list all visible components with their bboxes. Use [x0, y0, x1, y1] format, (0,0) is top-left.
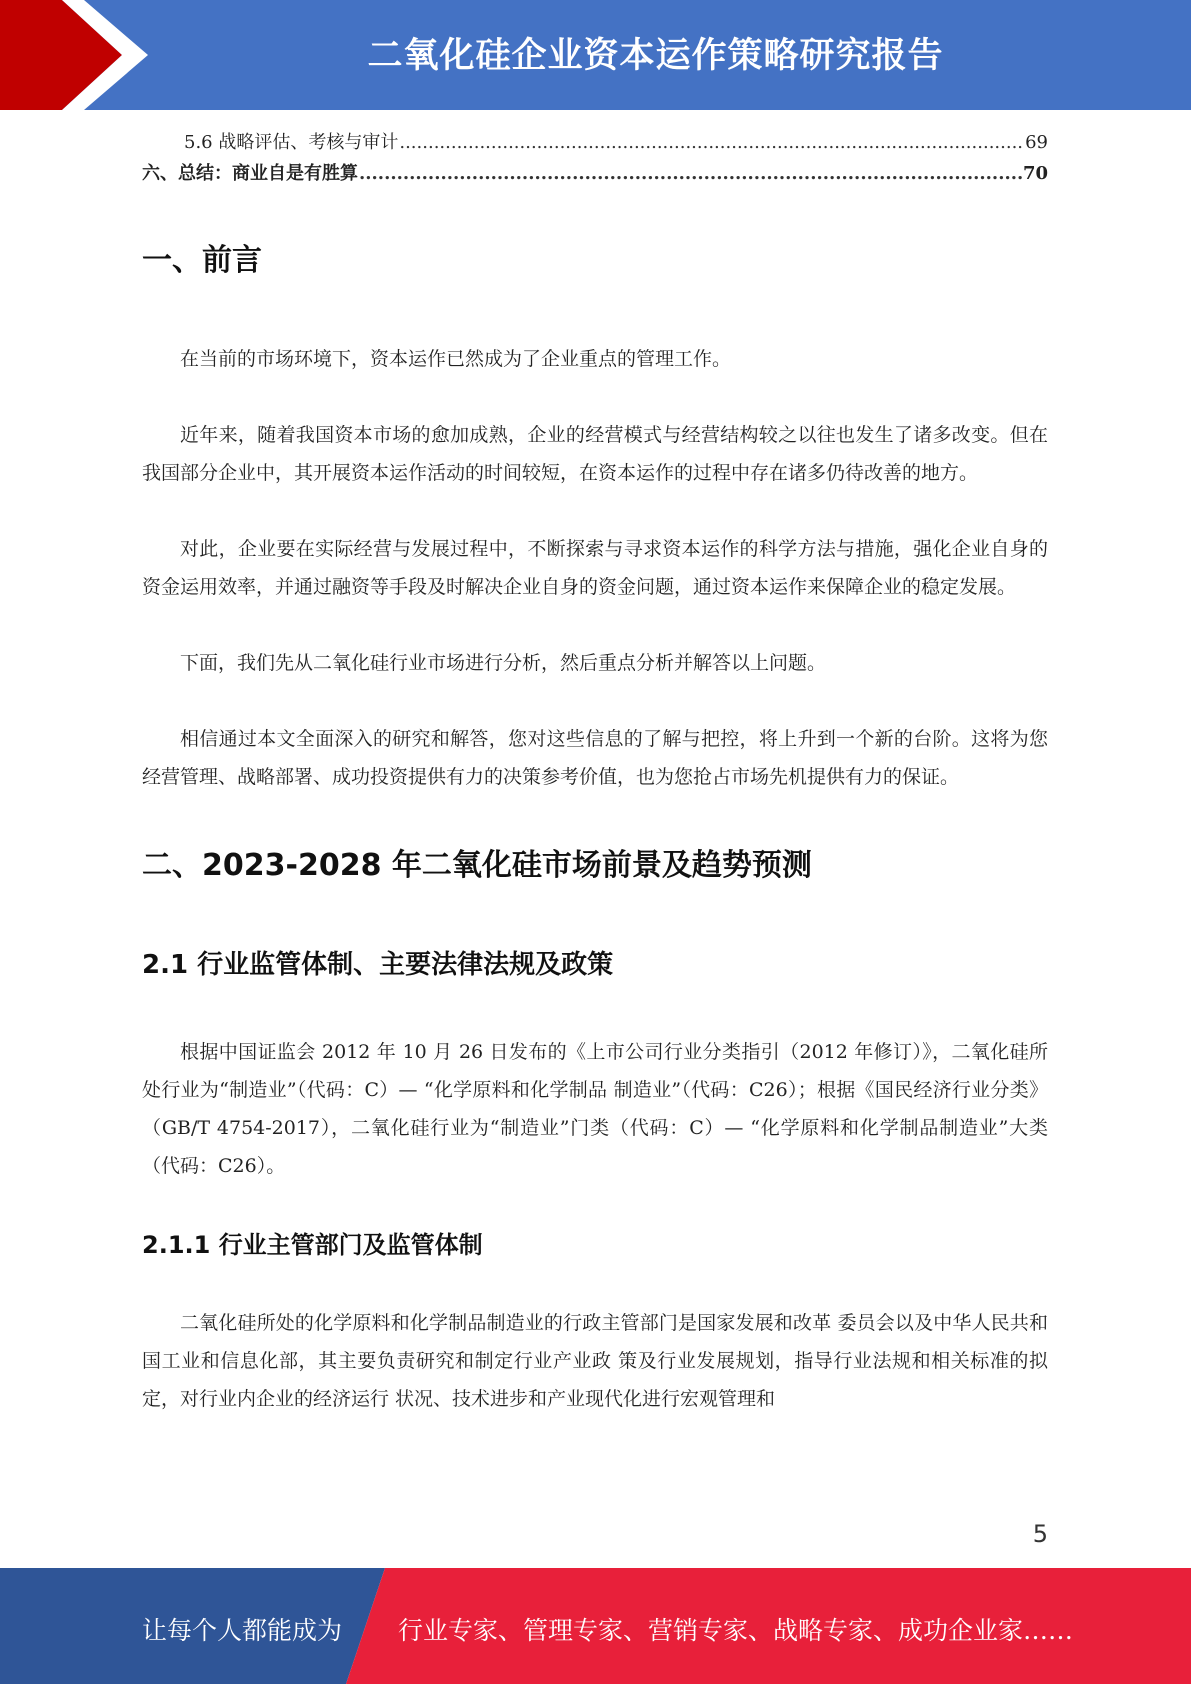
table-of-contents	[142, 128, 1048, 190]
body-paragraph: 二氧化硅所处的化学原料和化学制品制造业的行政主管部门是国家发展和改革 委员会以及中华人民共和国工业和信息化部，其主要负责研究和制定行业产业政 策及行业发展规划，指导行业法规和相关标准的拟定，对行业内企业的经济运行 状况、技术进步和产业现代化进行宏观管理和	[142, 1312, 1048, 1410]
body-paragraph: 在当前的市场环境下，资本运作已然成为了企业重点的管理工作。	[180, 348, 732, 370]
page-number: 5	[1032, 1520, 1048, 1548]
toc-leader-dots	[359, 163, 1022, 184]
toc-leader-dots	[399, 132, 1024, 153]
toc-entry[interactable]	[142, 128, 1048, 159]
body-paragraph: 根据中国证监会 2012 年 10 月 26 日发布的《上市公司行业分类指引（2012 年修订）》，二氧化硅所处行业为“制造业”（代码：C）— “化学原料和化学制品 制造业”（代码：C26）；根据《国民经济行业分类》（GB/T 4754-2017），二氧化硅行业为“制造业”门类（代码：C）— “化学原料和化学制品制造业”大类（代码：C26）。	[142, 1041, 1048, 1177]
subsection-heading-regulation: 2.1 行业监管体制、主要法律法规及政策	[142, 950, 614, 980]
report-title: 二氧化硅企业资本运作策略研究报告	[367, 36, 944, 76]
body-paragraph: 对此，企业要在实际经营与发展过程中，不断探索与寻求资本运作的科学方法与措施，强化企业自身的资金运用效率，并通过融资等手段及时解决企业自身的资金问题，通过资本运作来保障企业的稳定发展。	[142, 538, 1048, 598]
body-paragraph: 相信通过本文全面深入的研究和解答，您对这些信息的了解与把控，将上升到一个新的台阶。这将为您经营管理、战略部署、成功投资提供有力的决策参考价值，也为您抢占市场先机提供有力的保证。	[142, 728, 1048, 788]
body-paragraph: 下面，我们先从二氧化硅行业市场进行分析，然后重点分析并解答以上问题。	[180, 652, 827, 674]
subsection-heading-authority: 2.1.1 行业主管部门及监管体制	[142, 1231, 483, 1259]
toc-entry-label: 六、总结：商业自是有胜算	[142, 163, 358, 184]
section-heading-forecast: 二、2023-2028 年二氧化硅市场前景及趋势预测	[142, 848, 812, 883]
document-body	[142, 230, 1048, 1418]
footer-slogan-right: 行业专家、管理专家、营销专家、战略专家、成功企业家……	[398, 1616, 1074, 1645]
section-heading-preface: 一、前言	[142, 243, 262, 278]
footer-slogan-left: 让每个人都能成为	[142, 1616, 343, 1645]
toc-entry[interactable]	[142, 159, 1048, 190]
page-footer	[0, 1568, 1191, 1684]
toc-entry-page: 69	[1025, 132, 1048, 153]
body-paragraph: 近年来，随着我国资本市场的愈加成熟，企业的经营模式与经营结构较之以往也发生了诸多改变。但在我国部分企业中，其开展资本运作活动的时间较短，在资本运作的过程中存在诸多仍待改善的地方。	[142, 424, 1048, 484]
toc-entry-label: 5.6 战略评估、考核与审计	[184, 132, 399, 153]
page-header	[0, 0, 1191, 110]
toc-entry-page: 70	[1022, 163, 1048, 184]
